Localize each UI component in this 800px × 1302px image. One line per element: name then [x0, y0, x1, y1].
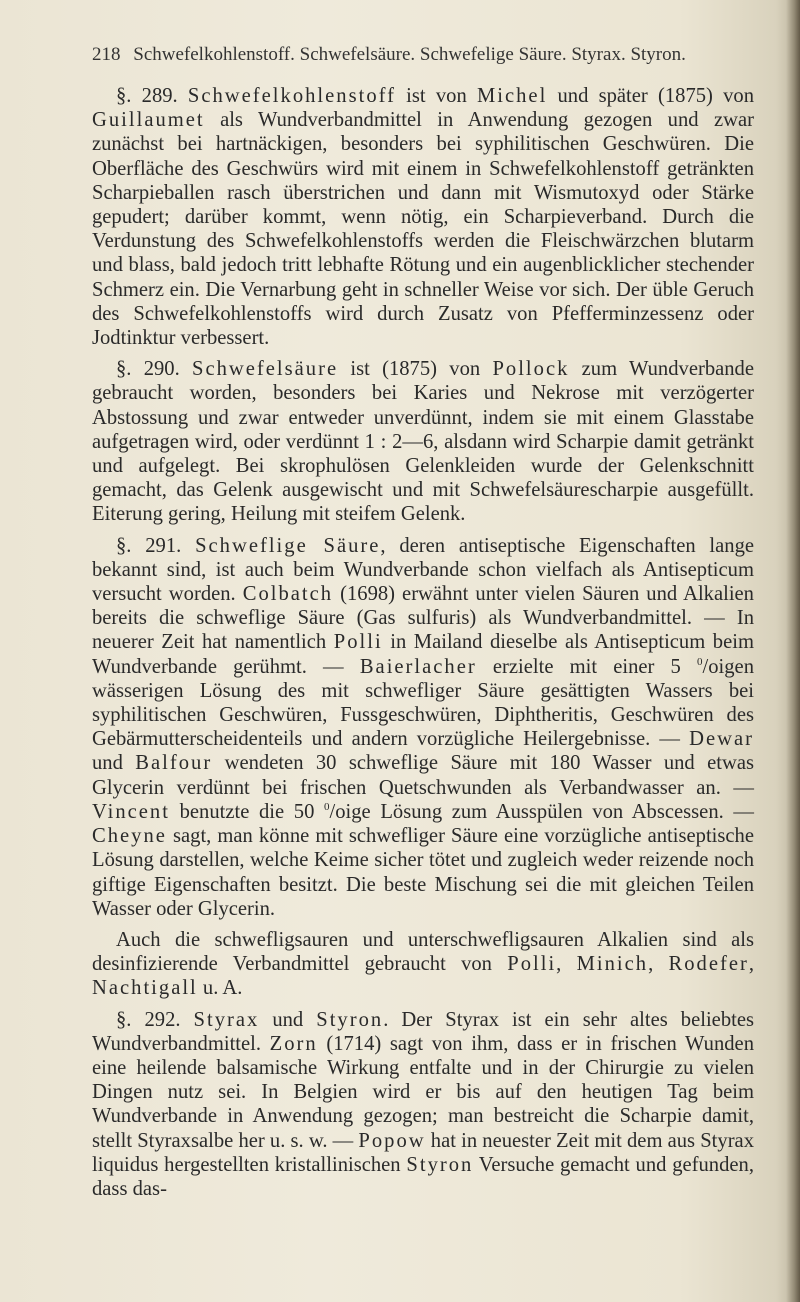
text-run: erzielte mit einer 5 — [476, 655, 698, 678]
text-run: , deren antiseptische Eigenschaften lange bekannt sind, ist auch beim Wundverbande schon vielfach als Antisepticum versucht worden. — [92, 534, 755, 606]
text-run: §. 291. — [116, 534, 196, 557]
text-run: als Wundverbandmittel in Anwendung gezogen und zwar zunächst bei hartnäckigen, besonders bei syphilitischen Geschwüren. Die Oberfläche des Geschwürs wird mit einem in Schwefelkohlenstoff getränkten Scharpieballen rasch überstrichen und dann mit Wismutoxyd oder Stärke gepudert; darüber kommt, wenn nötig, ein Scharpieverband. Durch die Verdunstung des Schwefelkohlenstoffs werden die Fleischwärzchen blutarm und blass, bald jedoch tritt lebhafte Rötung und ein augenblicklicher stechender Schmerz ein. Die Vernarbung geht in schneller Weise vor sich. Der üble Geruch des Schwefelkohlenstoffs wird durch Zusatz von Pfefferminzessenz oder Jodtinktur verbessert. — [92, 109, 754, 350]
spaced-name: Schweflige Säure — [195, 534, 381, 557]
spaced-name: Balfour — [135, 752, 213, 775]
text-run: (1698) erwähnt unter vielen Säuren und Alkalien bereits die schweflige Säure (Gas sulfuris) als Wundverbandmittel. — In neuerer Zeit hat namentlich — [92, 583, 754, 654]
text-run: /oigen wässerigen Lösung des mit schwefliger Säure gesättigten Wassers bei syphilitischen Geschwüren, Fussgeschwüren, Diphtheritis, Geschwüren des Gebärmutterscheidenteils und andern vorzügliche Heilergebnisse. — — [92, 655, 754, 751]
paragraph-alkalien — [92, 928, 754, 1001]
superscript: 0 — [697, 655, 703, 668]
text-run: benutzte die 50 — [169, 800, 325, 823]
paragraph-292 — [92, 1008, 754, 1202]
paragraph-289 — [92, 84, 754, 350]
page-edge-shadow — [786, 0, 800, 1302]
spaced-name: Michel — [476, 85, 548, 107]
text-run: /oige Lösung zum Ausspülen von Abscessen. — — [329, 800, 754, 823]
text-run: sagt, man könne mit schwefliger Säure eine vorzügliche antiseptische Lösung darstellen, welche Keime sicher tötet und zugleich weder reizende noch giftige Eigenschaften besitzt. Die beste Mischung sei die mit gleichen Teilen Wasser oder Glycerin. — [92, 825, 754, 920]
text-run: u. A. — [197, 977, 243, 1000]
spaced-name: Cheyne — [92, 825, 167, 848]
running-header — [92, 44, 752, 66]
spaced-name: Pollock — [492, 358, 570, 381]
text-run: und später (1875) von — [547, 85, 754, 107]
spaced-name: Baierlacher — [359, 655, 477, 678]
spaced-name: Popow — [358, 1129, 426, 1152]
spaced-name: Vincent — [92, 800, 170, 823]
spaced-name: Guillaumet — [92, 109, 205, 132]
spaced-name: Styron — [316, 1008, 384, 1031]
spaced-name: Zorn — [269, 1032, 318, 1055]
paragraph-290 — [92, 357, 754, 526]
text-run: hat in neuester Zeit mit dem aus Styrax liquidus hergestellten kristallinischen — [92, 1129, 754, 1176]
text-run: wendeten 30 schweflige Säure mit 180 Wasser und etwas Glycerin verdünnt bei frischen Quetschwunden als Verbandwasser an. — — [92, 752, 754, 799]
running-title: Schwefelkohlenstoff. Schwefelsäure. Schwefelige Säure. Styrax. Styron. — [133, 44, 686, 65]
text-run: ist (1875) von — [338, 358, 493, 381]
text-run: §. 292. — [116, 1008, 194, 1031]
spaced-name: Polli — [333, 631, 383, 654]
spaced-name: Minich — [576, 953, 649, 976]
spaced-name: Nachtigall — [92, 977, 198, 1000]
text-run: , — [748, 953, 754, 976]
text-run: , — [556, 953, 577, 976]
page-number: 218 — [92, 44, 121, 65]
superscript: 0 — [324, 800, 330, 813]
text-run: Auch die schwefligsauren und unterschwefligsauren Alkalien sind als desinfizierende Verbandmittel gebraucht von — [92, 928, 754, 976]
body-text — [92, 84, 754, 1201]
text-run: (1714) sagt von ihm, dass er in frischen Wunden eine heilende balsamische Wirkung entfalte und in der Chirurgie zu vielen Dingen nutz sei. In Belgien wird er bis auf den heutigen Tag beim Wundverbande in Anwendung gezogen; man bestreicht die Scharpie damit, stellt Styraxsalbe her u. s. w. — — [92, 1032, 754, 1152]
spaced-name: Schwefelsäure — [192, 358, 339, 381]
spaced-name: Schwefelkohlenstoff — [187, 85, 396, 107]
spaced-name: Dewar — [689, 728, 754, 751]
spaced-name: Styron — [406, 1153, 474, 1176]
spaced-name: Rodefer — [668, 953, 749, 976]
spaced-name: Polli — [507, 953, 557, 976]
text-run: §. 289. — [116, 85, 188, 107]
paragraph-291 — [92, 534, 754, 921]
spaced-name: Colbatch — [242, 583, 334, 606]
text-run: Versuche gemacht und gefunden, dass das- — [92, 1153, 754, 1200]
text-run: zum Wundverbande gebraucht worden, besonders bei Karies und Nekrose mit verzögerter Abstossung und zwar entweder unverdünnt, indem sie mit einem Glasstabe aufgetragen wird, oder verdünnt 1 : 2—6, alsdann wird Scharpie damit getränkt und aufgelegt. Bei skrophulösen Gelenkleiden wurde der Gelenkschnitt gemacht, das Gelenk ausgewischt und mit Schwefelsäurescharpie ausgefüllt. Eiterung gering, Heilung mit steifem Gelenk. — [92, 358, 754, 526]
text-run: ist von — [395, 85, 477, 107]
text-run: und — [259, 1008, 317, 1031]
text-run: , — [648, 953, 669, 976]
spaced-name: Styrax — [193, 1008, 260, 1031]
text-run: und — [92, 752, 136, 775]
text-run: in Mailand dieselbe als Antisepticum beim Wundverbande gerühmt. — — [92, 631, 754, 678]
text-run: . Der Styrax ist ein sehr altes beliebtes Wundverbandmittel. — [92, 1008, 754, 1055]
text-run: §. 290. — [116, 358, 193, 381]
